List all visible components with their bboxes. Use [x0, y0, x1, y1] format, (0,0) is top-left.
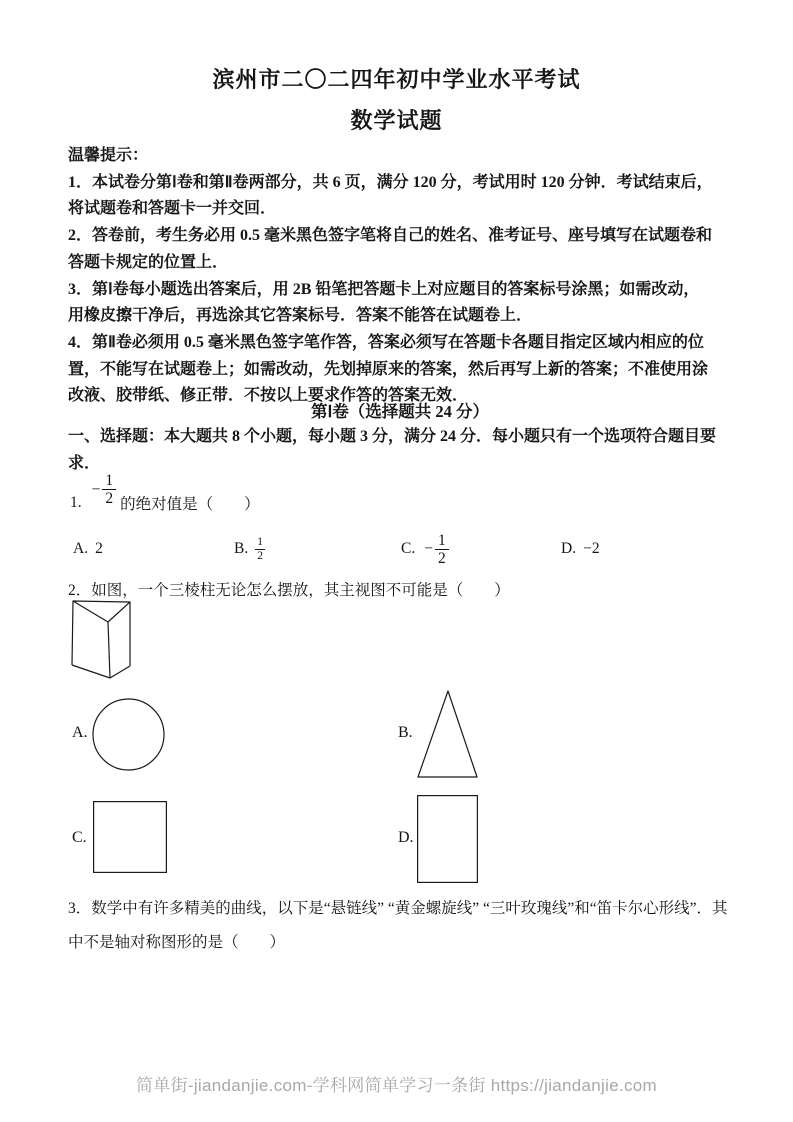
choice-section-intro [68, 424, 732, 478]
exam-notice [68, 143, 732, 410]
fraction-sign: − [424, 540, 433, 557]
option-d-value: −2 [583, 540, 600, 557]
question-1-option-b [234, 526, 265, 572]
question-1-option-a [73, 526, 103, 572]
question-2-options [68, 690, 732, 892]
notice-line-9: 改液、胶带纸、修正带．不按以上要求作答的答案无效． [68, 387, 469, 405]
question-1-stem [70, 472, 260, 513]
question-1-option-d [561, 526, 600, 572]
fraction-numerator: 1 [437, 531, 446, 549]
notice-heading: 温馨提示： [68, 147, 149, 164]
fraction-numerator: 1 [105, 472, 114, 489]
option-b-label: B. [234, 540, 249, 557]
option-c-fraction [424, 532, 449, 567]
square-shape [93, 801, 167, 873]
fraction-denominator: 2 [435, 549, 449, 567]
notice-line-8: 置，不能写在试题卷上；如需改动，先划掉原来的答案，然后再写上新的答案；不准使用涂 [68, 360, 709, 378]
question-3-line-2: 中不是轴对称图形的是（ ） [68, 933, 286, 951]
fraction-denominator: 2 [257, 549, 263, 562]
question-1-option-c [401, 526, 449, 572]
fraction-sign: − [91, 480, 101, 498]
option-b-fraction [255, 536, 265, 563]
notice-line-2: 将试题卷和答题卡一并交回． [68, 200, 277, 218]
question-2-option-a-label: A. [72, 724, 88, 741]
rectangle-shape [417, 795, 478, 883]
question-3-line-1: 3．数学中有许多精美的曲线，以下是“悬链线” “黄金螺旋线” “三叶玫瑰线”和“笛卡尔心形线”．其 [68, 900, 728, 917]
question-2-option-d-label: D. [398, 829, 414, 846]
notice-line-7: 4．第Ⅱ卷必须用 0.5 毫米黑色签字笔作答，答案必须写在答题卡各题目指定区域内相应的位 [68, 333, 704, 351]
option-d-label: D. [561, 540, 577, 557]
triangular-prism-figure [67, 597, 135, 685]
page-subtitle: 数学试题 [350, 108, 443, 133]
question-3 [68, 892, 758, 959]
question-2-option-b-label: B. [398, 724, 413, 741]
question-2-stem: 2．如图，一个三棱柱无论怎么摆放，其主视图不可能是（ ） [68, 582, 510, 599]
option-a-label: A. [73, 540, 89, 557]
question-1-options [68, 526, 732, 572]
section-1-heading: 第Ⅰ卷（选择题共 24 分） [310, 402, 490, 421]
notice-line-6: 用橡皮擦干净后，再选涂其它答案标号．答案不能答在试题卷上． [68, 307, 533, 325]
notice-line-5: 3．第Ⅰ卷每小题选出答案后，用 2B 铅笔把答题卡上对应题目的答案标号涂黑；如需改动， [68, 280, 700, 298]
watermark-footer: 简单街-jiandanjie.com-学科网简单学习一条街 https://jiandanjie.com [135, 1076, 658, 1095]
fraction-denominator: 2 [102, 489, 116, 507]
notice-line-4: 答题卡规定的位置上． [68, 253, 229, 271]
triangle-shape [417, 690, 478, 779]
question-1-text: 的绝对值是（ ） [120, 495, 260, 513]
notice-line-1: 1．本试卷分第Ⅰ卷和第Ⅱ卷两部分，共 6 页，满分 120 分，考试用时 120 分钟．考试结束后， [68, 173, 713, 191]
question-1-fraction [92, 472, 117, 507]
page-title: 滨州市二〇二四年初中学业水平考试 [212, 67, 581, 92]
question-2-option-c-label: C. [72, 829, 87, 846]
question-1-number: 1. [70, 493, 82, 511]
circle-shape [92, 698, 165, 771]
fraction-numerator: 1 [257, 535, 263, 548]
notice-line-3: 2．答卷前，考生务必用 0.5 毫米黑色签字笔将自己的姓名、准考证号、座号填写在试题卷和 [68, 227, 713, 245]
option-a-value: 2 [95, 540, 103, 557]
choice-intro-line-1: 一、选择题：本大题共 8 个小题，每小题 3 分，满分 24 分．每小题只有一个选项符合题目要 [68, 428, 717, 445]
option-c-label: C. [401, 540, 416, 557]
choice-intro-line-2: 求． [68, 454, 101, 472]
